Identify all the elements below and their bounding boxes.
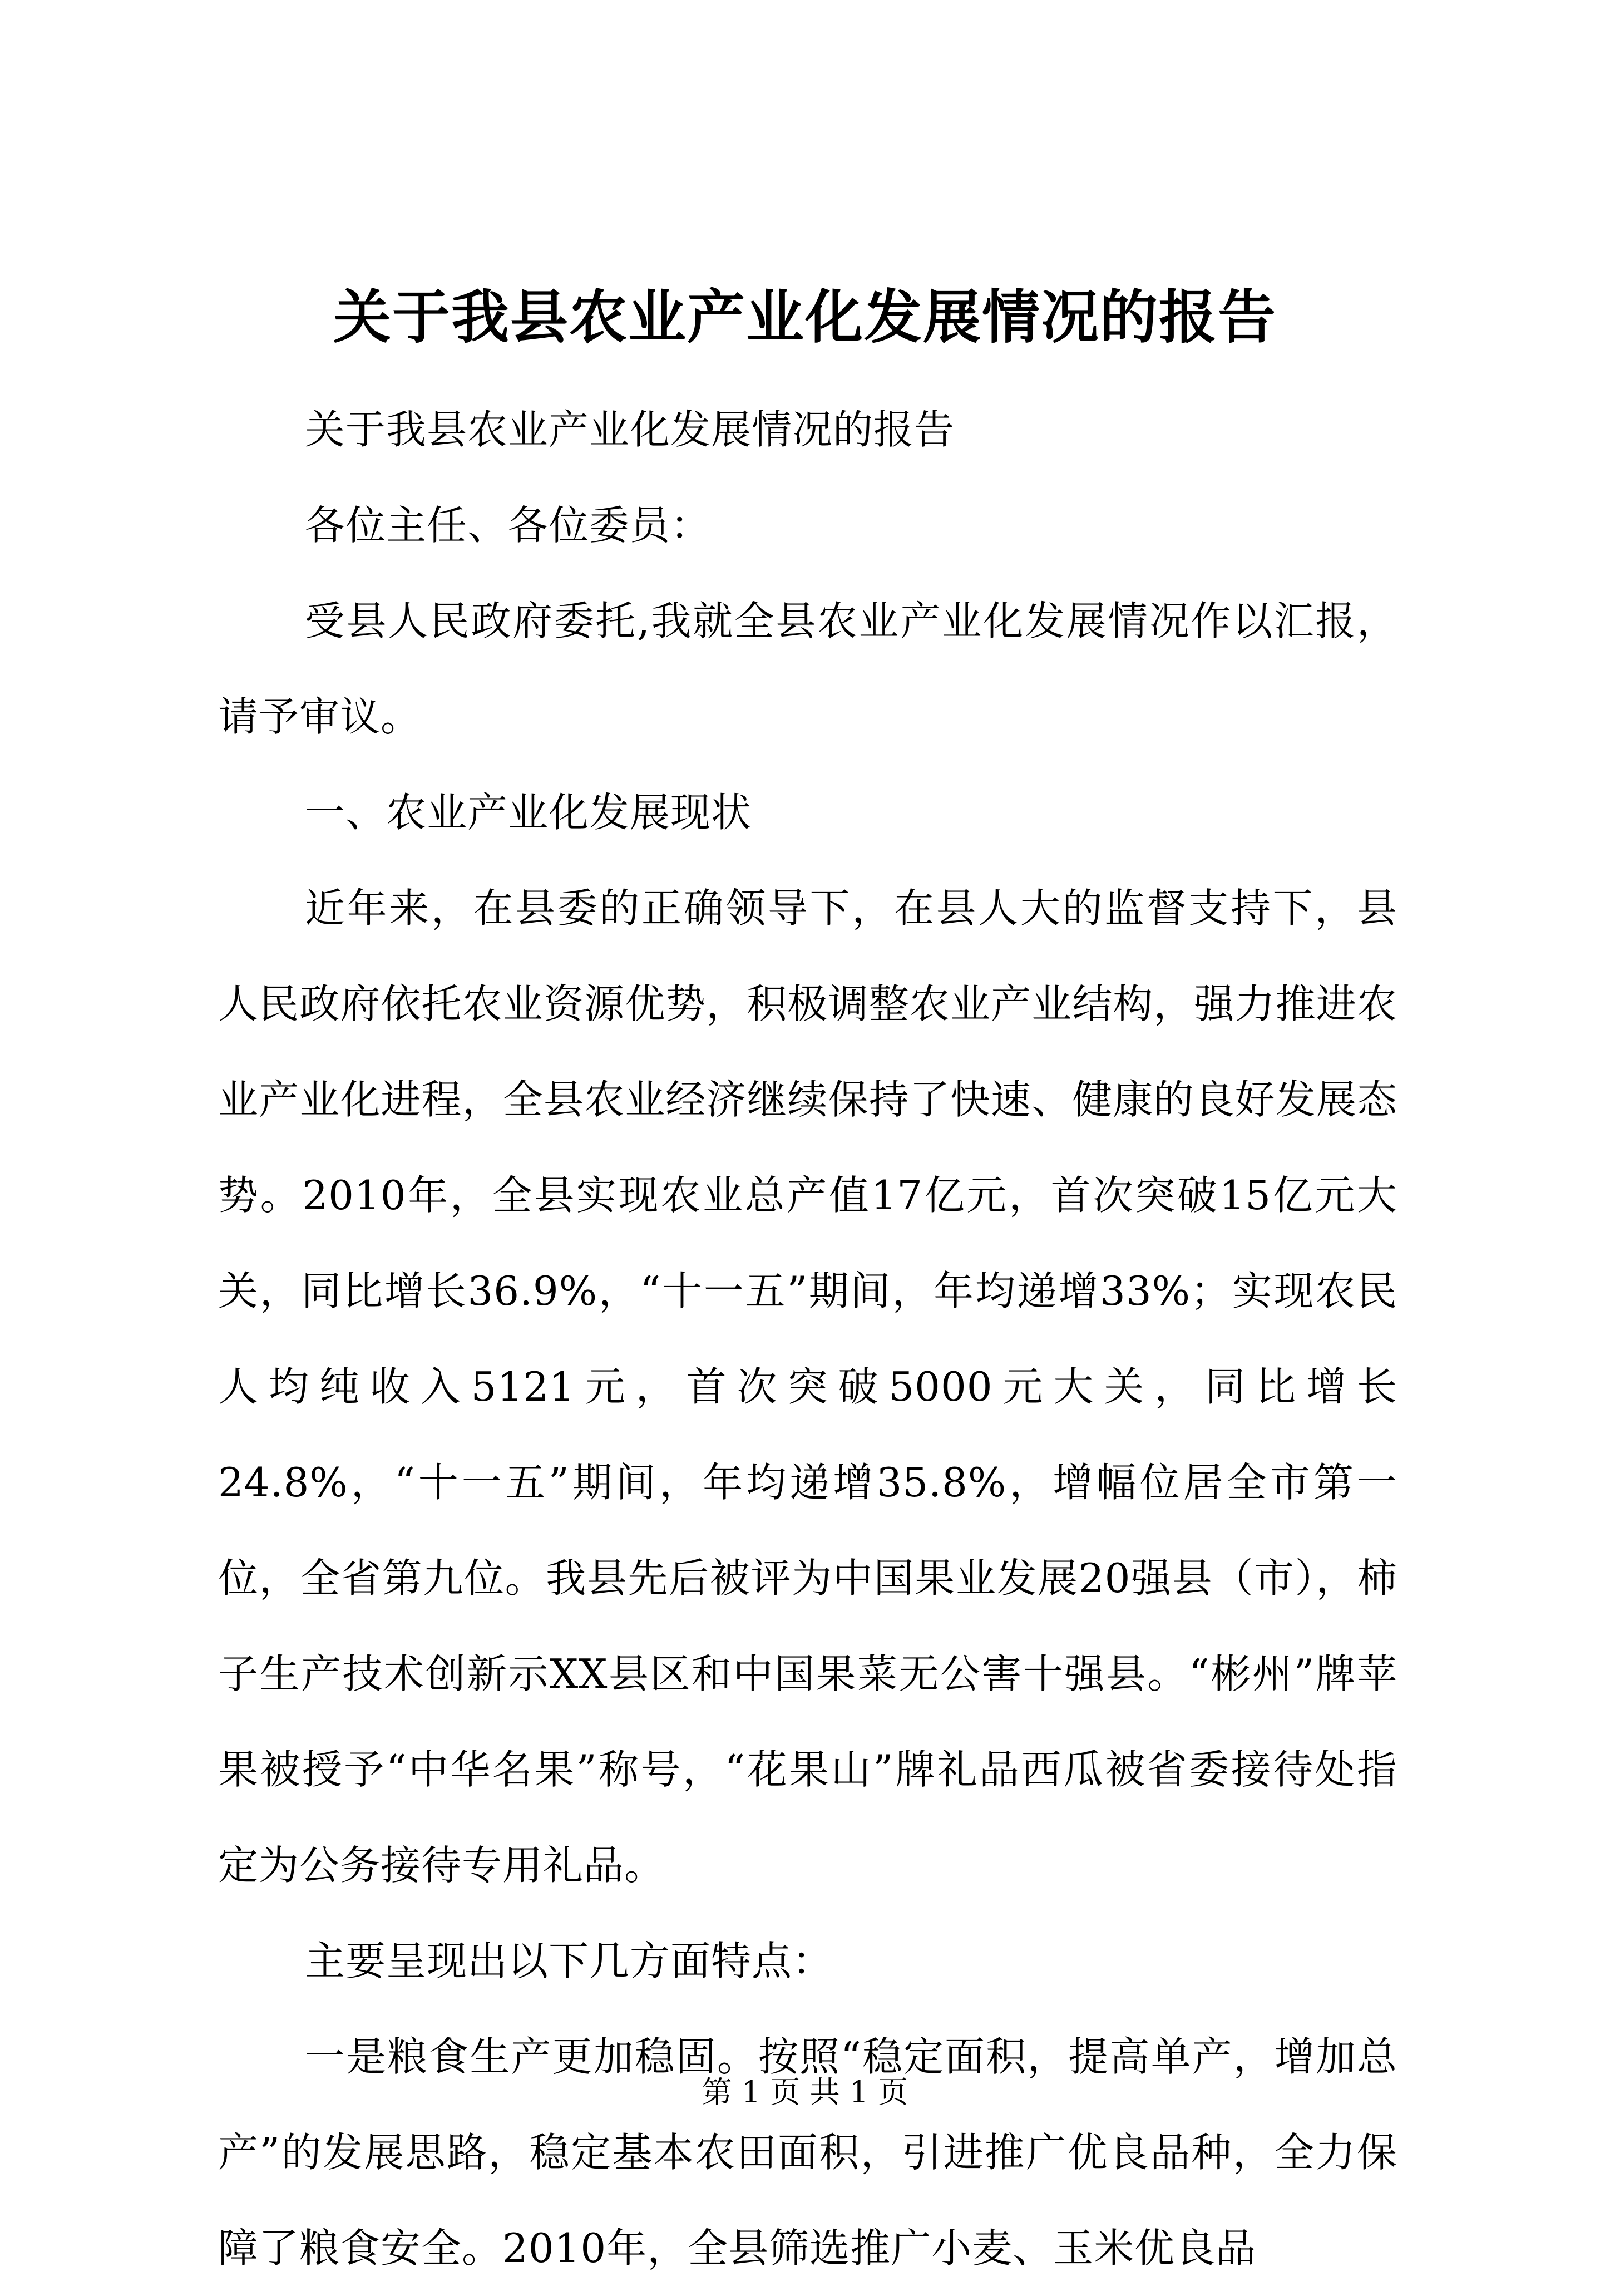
paragraph-intro: 受县人民政府委托,我就全县农业产业化发展情况作以汇报，请予审议。 <box>218 598 1397 740</box>
page-number-footer: 第 1 页 共 1 页 <box>702 2075 908 2110</box>
section-heading: 一、农业产业化发展现状 <box>305 789 752 836</box>
paragraph-grain-production: 一是粮食生产更加稳固。按照“稳定面积，提高单产，增加总产”的发展思路，稳定基本农田面积，引进推广优良品种，全力保障了粮食安全。2010年，全县筛选推广小麦、玉米优良品 <box>218 2033 1397 2272</box>
document-title: 关于我县农业产业化发展情况的报告 <box>333 283 1277 351</box>
paragraph-subtitle: 关于我县农业产业化发展情况的报告 <box>305 406 955 453</box>
paragraph-overview: 近年来，在县委的正确领导下，在县人大的监督支持下，县人民政府依托农业资源优势，积极调整农业产业结构，强力推进农业产业化进程，全县农业经济继续保持了快速、健康的良好发展态势。2010年，全县实现农业总产值17亿元，首次突破15亿元大关，同比增长36.9%，“十一五”期间，年均递增33%；实现农民人均纯收入5121元，首次突破5000元大关，同比增长24.8%，“十一五”期间，年均递增35.8%，增幅位居全市第一位，全省第九位。我县先后被评为中国果业发展20强县（市），柿子生产技术创新示XX县区和中国果菜无公害十强县。“彬州”牌苹果被授予“中华名果”称号，“花果山”牌礼品西瓜被省委接待处指定为公务接待专用礼品。 <box>218 885 1397 1889</box>
paragraph-salutation: 各位主任、各位委员： <box>305 502 712 549</box>
paragraph-features-lead: 主要呈现出以下几方面特点： <box>305 1938 833 1984</box>
document-body <box>218 382 1397 2296</box>
